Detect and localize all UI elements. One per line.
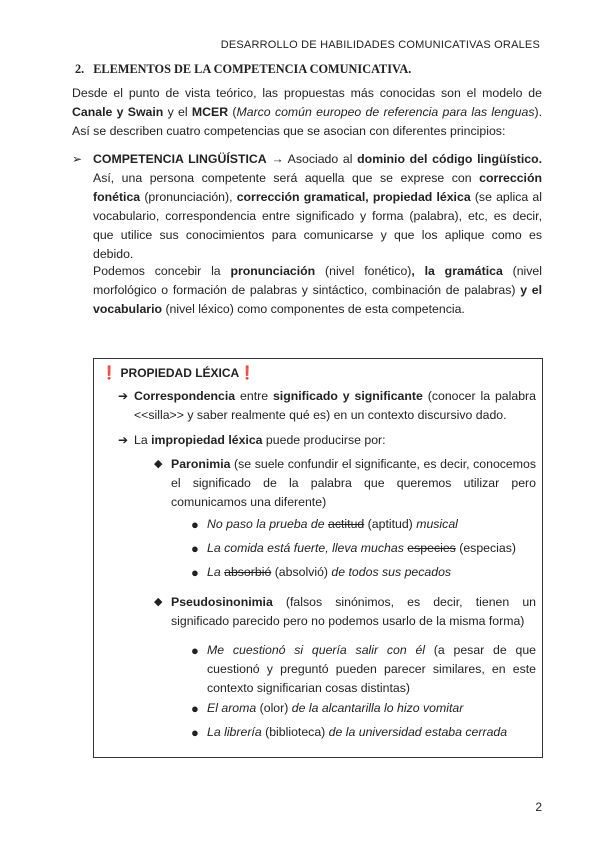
box-title: [101, 363, 255, 383]
example-text: [207, 515, 536, 534]
dot-bullet-icon: ●: [191, 643, 199, 658]
page-number: 2: [535, 800, 542, 814]
intro-text: y el: [163, 105, 192, 119]
podemos-text: (nivel fonético): [315, 264, 412, 278]
dot-bullet-icon: ●: [191, 565, 199, 580]
item-text: entre: [235, 389, 273, 403]
example-italic: musical: [416, 517, 458, 531]
example-italic: de la alcantarilla lo hizo vomitar: [291, 701, 464, 715]
competencia-linguistica-bullet: [72, 150, 542, 264]
example-italic: La: [207, 565, 225, 579]
competencia-span: Así, una persona competente será aquella que se exprese con: [93, 171, 480, 185]
item-bold: Correspondencia: [134, 389, 236, 403]
intro-text: Desde el punto de vista teórico, las propuestas más conocidas son el modelo de: [72, 86, 542, 100]
example-italic: de la universidad estaba cerrada: [328, 725, 508, 739]
competencia-bold: corrección fonética: [93, 171, 542, 204]
propiedad-lexica-box: [93, 358, 543, 758]
section-title: [75, 60, 411, 79]
example-text: [207, 723, 536, 742]
intro-paragraph: [72, 84, 542, 141]
impropiedad-text: [134, 431, 536, 450]
intro-bold: Canale y Swain: [72, 105, 164, 119]
example-item: [191, 641, 536, 698]
example-text: [207, 641, 536, 698]
diamond-bullet-icon: ◆: [154, 596, 163, 608]
podemos-bold: pronunciación: [230, 264, 316, 278]
item-text: (conocer la palabra <<silla>> y saber realmente qué es) en un contexto discursivo dado.: [134, 389, 536, 422]
example-text: [207, 539, 536, 558]
competencia-bold: COMPETENCIA LINGÜÍSTICA: [93, 152, 267, 166]
item-bold: Paronimia: [171, 457, 231, 471]
pseudosinonimia-text: [171, 593, 536, 631]
dot-bullet-icon: ●: [191, 517, 199, 532]
example-item: [191, 515, 536, 534]
example-correction: (biblioteca): [261, 725, 329, 739]
paronimia-item: [154, 455, 536, 512]
section-number: 2.: [75, 62, 85, 76]
podemos-text: (nivel morfológico o formación de palabras y sintáctico, combinación de palabras): [93, 264, 543, 297]
intro-text: ). Así se describen cuatro competencias que se asocian con diferentes principios:: [72, 105, 542, 138]
intro-text: (: [228, 105, 237, 119]
example-item: [191, 539, 536, 558]
item-bold: impropiedad léxica: [151, 433, 263, 447]
example-strikethrough: especies: [407, 541, 456, 555]
arrowhead-bullet-icon: ➢: [72, 152, 83, 166]
item-bold: significado y significante: [272, 389, 423, 403]
competencia-span: → Asociado al: [266, 152, 358, 166]
example-item: [191, 699, 536, 718]
arrow-bullet-icon: ➔: [118, 389, 129, 403]
dot-bullet-icon: ●: [191, 725, 199, 740]
example-strikethrough: absorbió: [224, 565, 272, 579]
podemos-text: (nivel léxico) como componentes de esta competencia.: [162, 302, 465, 316]
intro-bold: MCER: [191, 105, 229, 119]
impropiedad-item: [118, 431, 536, 450]
example-italic: La librería: [207, 725, 262, 739]
example-strikethrough: actitud: [328, 517, 365, 531]
example-italic: de todos sus pecados: [331, 565, 452, 579]
example-note: (a pesar de que cuestionó y preguntó pueden parecer similares, en este contexto significarian cosas distintas): [207, 643, 536, 695]
paronimia-text: [171, 455, 536, 512]
example-italic: El aroma: [207, 701, 257, 715]
exclamation-icon: ❗: [101, 365, 118, 380]
example-correction: (aptitud): [364, 517, 417, 531]
intro-italic: Marco común europeo de referencia para las lenguas: [236, 105, 535, 119]
competencia-bold: corrección gramatical, propiedad léxica: [236, 190, 471, 204]
competencia-bold: dominio del código lingüístico.: [357, 152, 542, 166]
section-title-text: ELEMENTOS DE LA COMPETENCIA COMUNICATIVA.: [93, 62, 412, 76]
dot-bullet-icon: ●: [191, 701, 199, 716]
example-text: [207, 563, 536, 582]
diamond-bullet-icon: ◆: [154, 458, 163, 470]
item-text: (falsos sinónimos, es decir, tienen un significado parecido pero no podemos usarlo de la misma forma): [171, 595, 536, 628]
item-bold: Pseudosinonimia: [171, 595, 273, 609]
pseudosinonimia-item: [154, 593, 536, 631]
correspondencia-text: [134, 387, 536, 425]
competencia-span: (se aplica al vocabulario, correspondencia entre significado y forma (palabra), etc, es decir, que utilice sus conocimientos para comunicarse y que los aplique como es debido.: [93, 190, 542, 261]
exclamation-icon: ❗: [239, 365, 256, 380]
example-correction: (absolvió): [271, 565, 332, 579]
example-item: [191, 723, 536, 742]
box-title-text: PROPIEDAD LÉXICA: [120, 366, 240, 380]
podemos-bold: , la gramática: [411, 264, 503, 278]
podemos-text: Podemos concebir la: [93, 264, 231, 278]
item-text: (se suele confundir el significante, es decir, conocemos el significado de la palabra que queremos utilizar pero comunicamos una diferente): [171, 457, 536, 509]
competencia-span: (pronunciación),: [140, 190, 237, 204]
podemos-bold: y el vocabulario: [93, 283, 542, 316]
example-item: [191, 563, 536, 582]
example-italic: Me cuestionó si quería salir con él: [207, 643, 426, 657]
dot-bullet-icon: ●: [191, 541, 199, 556]
item-text: La: [134, 433, 152, 447]
example-correction: (especias): [455, 541, 516, 555]
item-text: puede producirse por:: [262, 433, 386, 447]
example-text: [207, 699, 536, 718]
running-header: DESARROLLO DE HABILIDADES COMUNICATIVAS ORALES: [220, 39, 540, 51]
arrow-bullet-icon: ➔: [118, 433, 129, 447]
example-italic: La comida está fuerte, lleva muchas: [207, 541, 408, 555]
example-correction: (olor): [256, 701, 292, 715]
podemos-paragraph: [93, 262, 542, 319]
correspondencia-item: [118, 387, 536, 425]
competencia-text: [93, 150, 542, 264]
example-italic: No paso la prueba de: [207, 517, 329, 531]
